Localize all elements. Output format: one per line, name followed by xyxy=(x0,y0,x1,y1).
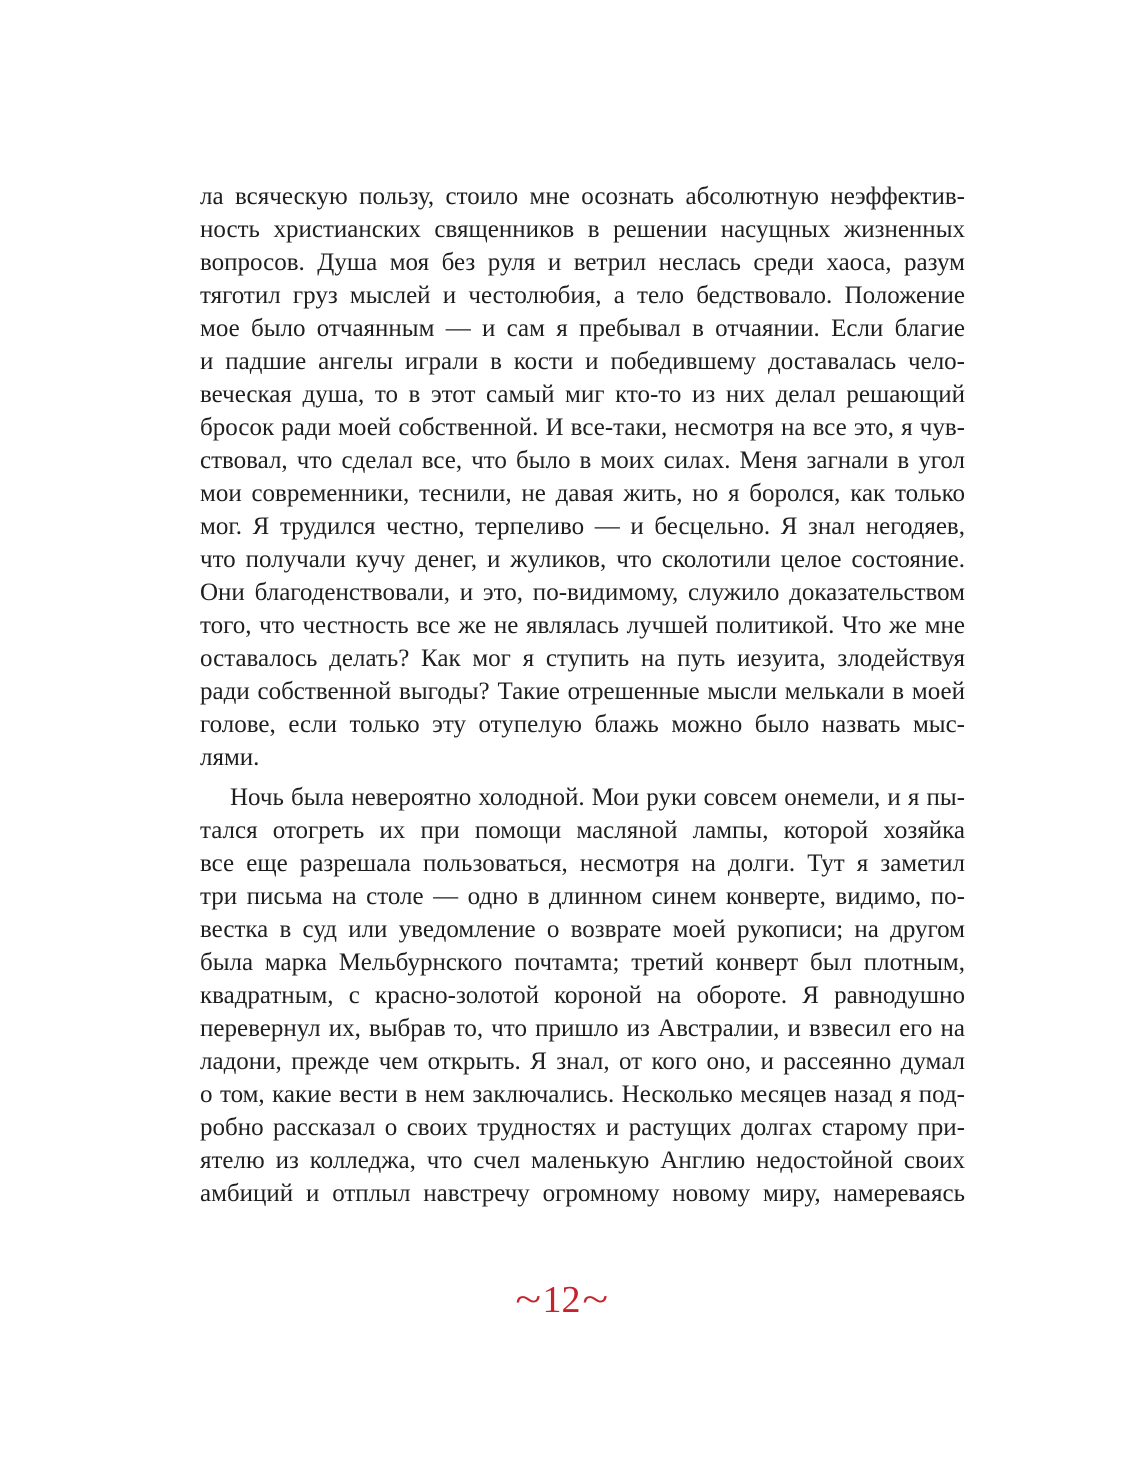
text-line: квадратным, с красно-золотой короной на обороте. Я равнодушно xyxy=(200,982,965,1009)
text-line: три письма на столе — одно в длинном синем конверте, видимо, по- xyxy=(200,883,965,910)
page-number-value: 12 xyxy=(542,1279,581,1321)
paragraph-1 xyxy=(200,180,965,774)
text-line: о том, какие вести в нем заключались. Несколько месяцев назад я под- xyxy=(200,1081,965,1108)
text-line: вопросов. Душа моя без руля и ветрил неслась среди хаоса, разум xyxy=(200,249,965,276)
text-line: мои современники, теснили, не давая жить, но я боролся, как только xyxy=(200,480,965,507)
paragraph-2 xyxy=(200,781,965,1210)
text-line: вестка в суд или уведомление о возврате моей рукописи; на другом xyxy=(200,916,965,943)
text-line: ла всяческую пользу, стоило мне осознать абсолютную неэффектив- xyxy=(200,183,965,210)
text-line: ность христианских священников в решении насущных жизненных xyxy=(200,216,965,243)
text-line: того, что честность все же не являлась лучшей политикой. Что же мне xyxy=(200,612,965,639)
text-line: ладони, прежде чем открыть. Я знал, от кого оно, и рассеянно думал xyxy=(200,1048,965,1075)
text-line: что получали кучу денег, и жуликов, что сколотили целое состояние. xyxy=(200,546,965,573)
text-line: и падшие ангелы играли в кости и победившему доставалась чело- xyxy=(200,348,965,375)
text-line: мог. Я трудился честно, терпеливо — и бесцельно. Я знал негодяев, xyxy=(200,513,965,540)
page-number-right-ornament: ~ xyxy=(581,1279,608,1321)
text-line: тяготил груз мыслей и честолюбия, а тело бедствовало. Положение xyxy=(200,282,965,309)
body-text xyxy=(200,180,965,1217)
text-line: голове, если только эту отупелую блажь можно было назвать мыс- xyxy=(200,711,965,738)
text-line: робно рассказал о своих трудностях и растущих долгах старому при- xyxy=(200,1114,965,1141)
text-line: была марка Мельбурнского почтамта; третий конверт был плотным, xyxy=(200,949,965,976)
text-line: веческая душа, то в этот самый миг кто-то из них делал решающий xyxy=(200,381,965,408)
text-line: Они благоденствовали, и это, по-видимому, служило доказательством xyxy=(200,579,965,606)
page-number-left-ornament: ~ xyxy=(515,1279,542,1321)
text-line: ради собственной выгоды? Такие отрешенные мысли мелькали в моей xyxy=(200,678,965,705)
text-line: тался отогреть их при помощи масляной лампы, которой хозяйка xyxy=(200,817,965,844)
text-line: оставалось делать? Как мог я ступить на путь иезуита, злодействуя xyxy=(200,645,965,672)
text-line: амбиций и отплыл навстречу огромному новому миру, намереваясь xyxy=(200,1180,965,1207)
text-line: ствовал, что сделал все, что было в моих силах. Меня загнали в угол xyxy=(200,447,965,474)
text-line: Ночь была невероятно холодной. Мои руки совсем онемели, и я пы- xyxy=(230,784,965,811)
text-line: мое было отчаянным — и сам я пребывал в отчаянии. Если благие xyxy=(200,315,965,342)
text-line: все еще разрешала пользоваться, несмотря на долги. Тут я заметил xyxy=(200,850,965,877)
text-line: ятелю из колледжа, что счел маленькую Англию недостойной своих xyxy=(200,1147,965,1174)
text-line: перевернул их, выбрав то, что пришло из Австралии, и взвесил его на xyxy=(200,1015,965,1042)
page-number xyxy=(0,1278,1123,1322)
text-line: бросок ради моей собственной. И все-таки, несмотря на все это, я чув- xyxy=(200,414,965,441)
text-line: лями. xyxy=(200,744,260,771)
